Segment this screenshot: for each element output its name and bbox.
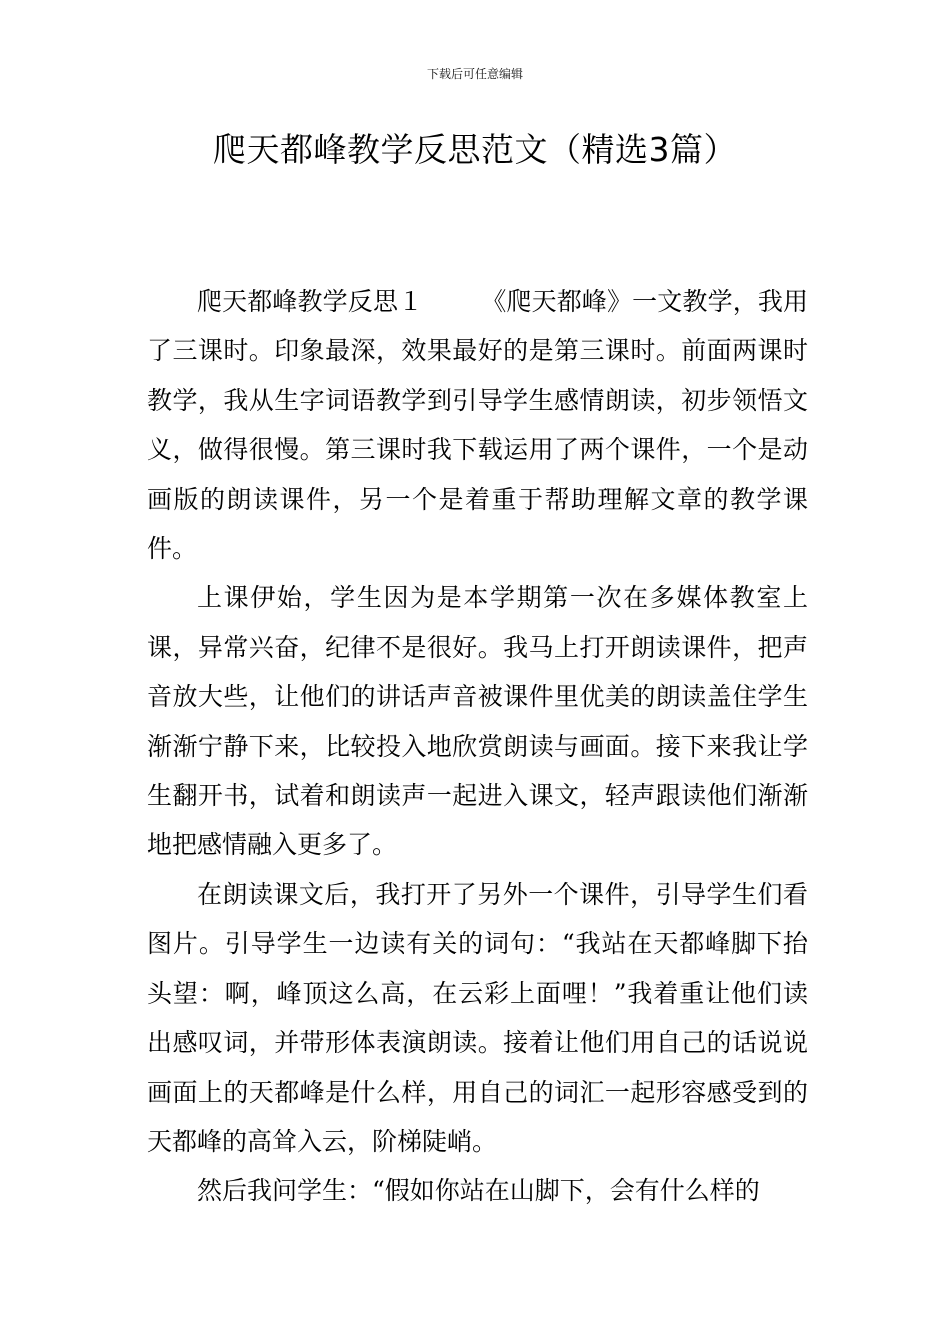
- section-heading: 爬天都峰教学反思１: [197, 287, 424, 316]
- document-title: 爬天都峰教学反思范文（精选3篇）: [213, 130, 737, 169]
- paragraph: 在朗读课文后，我打开了另外一个课件，引导学生们看图片。引导学生一边读有关的词句：“我站在天都峰脚下抬头望：啊，峰顶这么高，在云彩上面哩！”我着重让他们读出感叹词，并带形体表演朗读。接着让他们用自己的话说说画面上的天都峰是什么样，用自己的词汇一起形容感受到的天都峰的高耸入云，阶梯陡峭。: [147, 879, 808, 1156]
- header-note: 下载后可任意编辑: [426, 67, 523, 81]
- paragraph-text: 《爬天都峰》一文教学，我用了三课时。印象最深，效果最好的是第三课时。前面两课时教学，我从生字词语教学到引导学生感情朗读，初步领悟文义，做得很慢。第三课时我下载运用了两个课件，一个是动画版的朗读课件，另一个是着重于帮助理解文章的教学课件。: [147, 287, 808, 564]
- document-body: [147, 277, 808, 1216]
- paragraph: [147, 277, 808, 573]
- paragraph: 上课伊始，学生因为是本学期第一次在多媒体教室上课，异常兴奋，纪律不是很好。我马上打开朗读课件，把声音放大些，让他们的讲话声音被课件里优美的朗读盖住学生渐渐宁静下来，比较投入地欣赏朗读与画面。接下来我让学生翻开书，试着和朗读声一起进入课文，轻声跟读他们渐渐地把感情融入更多了。: [147, 583, 808, 860]
- paragraph: 然后我问学生：“假如你站在山脚下，会有什么样的: [197, 1176, 760, 1206]
